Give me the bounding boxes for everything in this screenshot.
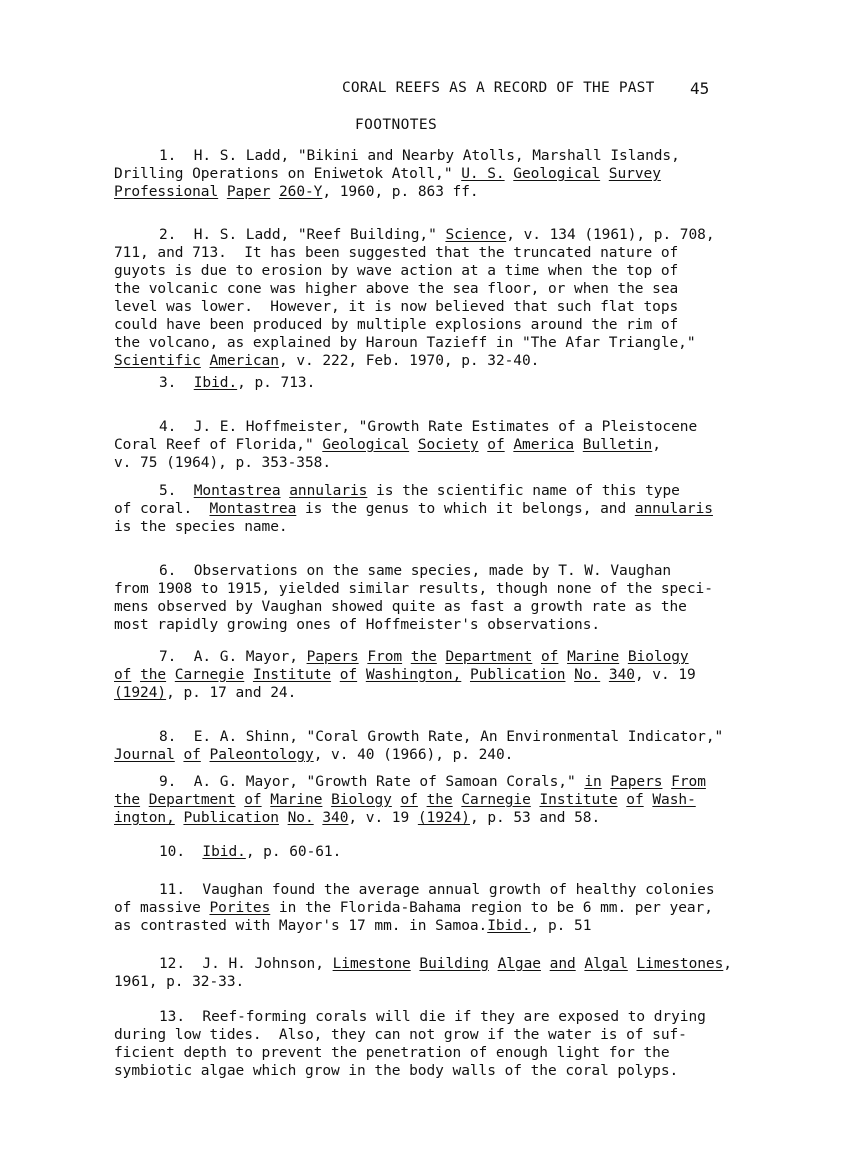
footnote-line: the volcanic cone was higher above the sea floor, or when the sea	[114, 281, 679, 297]
footnote-line: could have been produced by multiple explosions around the rim of	[114, 317, 679, 333]
footnote-line: mens observed by Vaughan showed quite as fast a growth rate as the	[114, 599, 687, 615]
footnote-line: Scientific American, v. 222, Feb. 1970, p. 32-40.	[114, 353, 540, 369]
footnote-line: guyots is due to erosion by wave action at a time when the top of	[114, 263, 679, 279]
footnote-line: 13. Reef-forming corals will die if they are exposed to drying	[159, 1009, 706, 1025]
footnote-line: as contrasted with Mayor's 17 mm. in Samoa.Ibid., p. 51	[114, 918, 592, 934]
footnote-line: of coral. Montastrea is the genus to which it belongs, and annularis	[114, 501, 713, 517]
footnote-line: 9. A. G. Mayor, "Growth Rate of Samoan Corals," in Papers From	[159, 774, 706, 790]
footnote-line: 6. Observations on the same species, made by T. W. Vaughan	[159, 563, 672, 579]
footnote-line: 12. J. H. Johnson, Limestone Building Algae and Algal Limestones,	[159, 956, 732, 972]
footnote-line: 711, and 713. It has been suggested that the truncated nature of	[114, 245, 679, 261]
footnote-line: ficient depth to prevent the penetration of enough light for the	[114, 1045, 670, 1061]
footnote-line: Coral Reef of Florida," Geological Society of America Bulletin,	[114, 437, 661, 453]
footnote-line: symbiotic algae which grow in the body walls of the coral polyps.	[114, 1063, 679, 1079]
footnote-line: is the species name.	[114, 519, 288, 535]
running-title: CORAL REEFS AS A RECORD OF THE PAST	[342, 80, 655, 96]
footnote-line: most rapidly growing ones of Hoffmeister's observations.	[114, 617, 601, 633]
footnote-line: 5. Montastrea annularis is the scientific name of this type	[159, 483, 680, 499]
footnote-line: 1. H. S. Ladd, "Bikini and Nearby Atolls, Marshall Islands,	[159, 148, 680, 164]
footnote-line: 1961, p. 32-33.	[114, 974, 245, 990]
footnote-line: 3. Ibid., p. 713.	[159, 375, 316, 391]
footnote-line: the volcano, as explained by Haroun Tazieff in "The Afar Triangle,"	[114, 335, 696, 351]
section-title: FOOTNOTES	[355, 117, 438, 133]
footnote-line: Drilling Operations on Eniwetok Atoll," U. S. Geological Survey	[114, 166, 661, 182]
footnote-line: Professional Paper 260-Y, 1960, p. 863 ff.	[114, 184, 479, 200]
footnote-line: v. 75 (1964), p. 353-358.	[114, 455, 331, 471]
footnote-line: ington, Publication No. 340, v. 19 (1924), p. 53 and 58.	[114, 810, 601, 826]
page-number: 45	[690, 79, 710, 98]
footnote-line: (1924), p. 17 and 24.	[114, 685, 297, 701]
footnote-line: 4. J. E. Hoffmeister, "Growth Rate Estimates of a Pleistocene	[159, 419, 698, 435]
footnote-line: 10. Ibid., p. 60-61.	[159, 844, 342, 860]
footnote-line: the Department of Marine Biology of the Carnegie Institute of Wash-	[114, 792, 696, 808]
footnote-line: 8. E. A. Shinn, "Coral Growth Rate, An Environmental Indicator,"	[159, 729, 724, 745]
footnote-line: Journal of Paleontology, v. 40 (1966), p. 240.	[114, 747, 514, 763]
footnote-line: during low tides. Also, they can not grow if the water is of suf-	[114, 1027, 687, 1043]
footnote-line: 11. Vaughan found the average annual growth of healthy colonies	[159, 882, 715, 898]
footnote-line: 7. A. G. Mayor, Papers From the Department of Marine Biology	[159, 649, 689, 665]
footnote-line: of the Carnegie Institute of Washington, Publication No. 340, v. 19	[114, 667, 696, 683]
footnote-line: 2. H. S. Ladd, "Reef Building," Science, v. 134 (1961), p. 708,	[159, 227, 715, 243]
footnote-line: level was lower. However, it is now believed that such flat tops	[114, 299, 679, 315]
footnote-line: from 1908 to 1915, yielded similar results, though none of the speci-	[114, 581, 713, 597]
footnote-line: of massive Porites in the Florida-Bahama region to be 6 mm. per year,	[114, 900, 713, 916]
